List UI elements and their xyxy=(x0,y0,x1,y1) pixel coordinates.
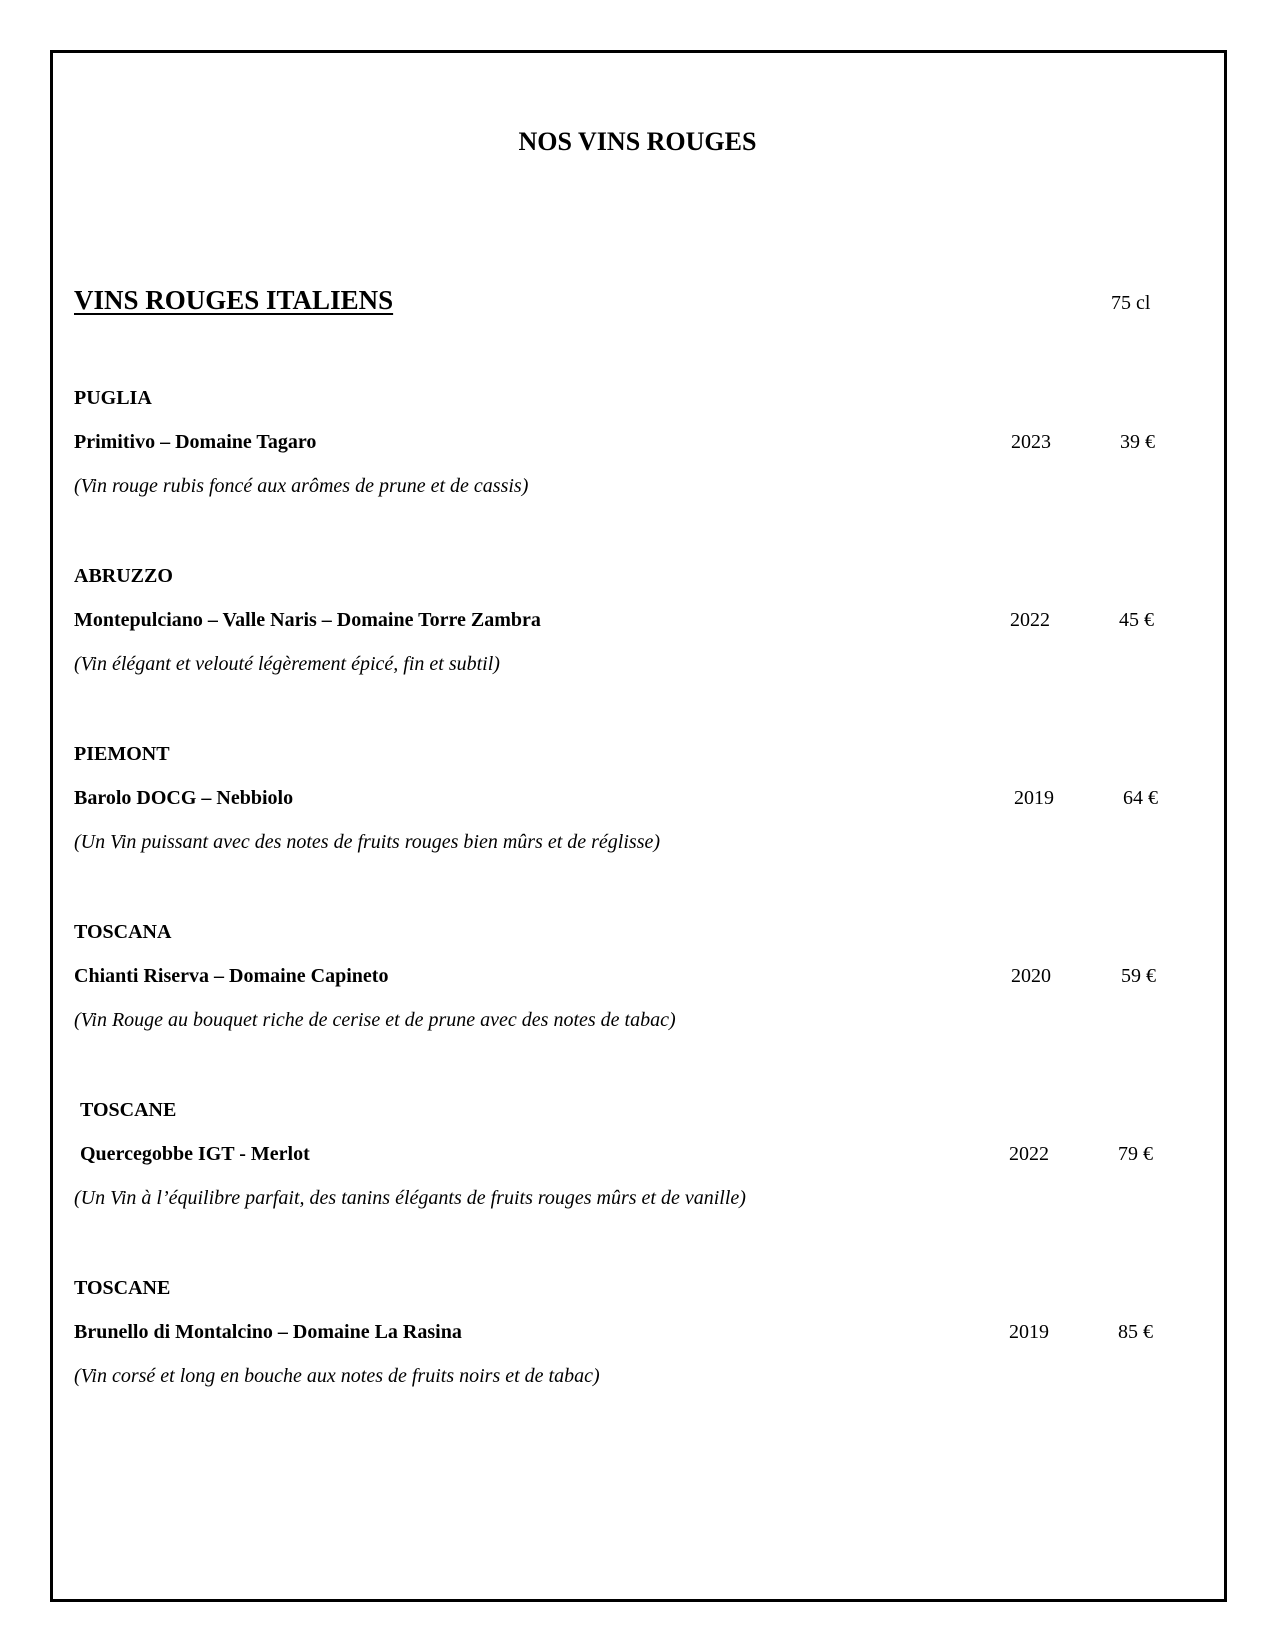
wine-description: (Vin corsé et long en bouche aux notes de fruits noirs et de tabac) xyxy=(74,1365,600,1387)
wine-vintage: 2022 xyxy=(1009,1143,1049,1165)
wine-name: Quercegobbe IGT - Merlot xyxy=(80,1143,310,1165)
wine-region: PUGLIA xyxy=(74,387,152,409)
wine-price: 64 € xyxy=(1123,787,1158,809)
wine-vintage: 2023 xyxy=(1011,431,1051,453)
wine-region: PIEMONT xyxy=(74,743,170,765)
wine-description: (Un Vin à l’équilibre parfait, des tanins élégants de fruits rouges mûrs et de vanille) xyxy=(74,1187,746,1209)
wine-vintage: 2020 xyxy=(1011,965,1051,987)
wine-name: Chianti Riserva – Domaine Capineto xyxy=(74,965,389,987)
wine-price: 79 € xyxy=(1118,1143,1153,1165)
wine-name: Primitivo – Domaine Tagaro xyxy=(74,431,317,453)
section-title: VINS ROUGES ITALIENS xyxy=(74,285,394,315)
wine-description: (Vin élégant et velouté légèrement épicé, fin et subtil) xyxy=(74,653,500,675)
wine-name: Barolo DOCG – Nebbiolo xyxy=(74,787,294,809)
wine-name: Montepulciano – Valle Naris – Domaine Torre Zambra xyxy=(74,609,541,631)
wine-price: 59 € xyxy=(1121,965,1156,987)
wine-region: TOSCANA xyxy=(74,921,172,943)
wine-vintage: 2022 xyxy=(1010,609,1050,631)
wine-vintage: 2019 xyxy=(1014,787,1054,809)
volume-label: 75 cl xyxy=(1111,292,1151,314)
wine-description: (Vin Rouge au bouquet riche de cerise et de prune avec des notes de tabac) xyxy=(74,1009,676,1031)
wine-name: Brunello di Montalcino – Domaine La Rasina xyxy=(74,1321,462,1343)
wine-region: TOSCANE xyxy=(80,1099,177,1121)
wine-price: 39 € xyxy=(1120,431,1155,453)
wine-description: (Un Vin puissant avec des notes de fruits rouges bien mûrs et de réglisse) xyxy=(74,831,661,853)
wine-region: TOSCANE xyxy=(74,1277,171,1299)
wine-vintage: 2019 xyxy=(1009,1321,1049,1343)
wine-region: ABRUZZO xyxy=(74,565,173,587)
wine-price: 45 € xyxy=(1119,609,1154,631)
wine-price: 85 € xyxy=(1118,1321,1153,1343)
wine-description: (Vin rouge rubis foncé aux arômes de prune et de cassis) xyxy=(74,475,529,497)
page-title: NOS VINS ROUGES xyxy=(518,127,757,156)
